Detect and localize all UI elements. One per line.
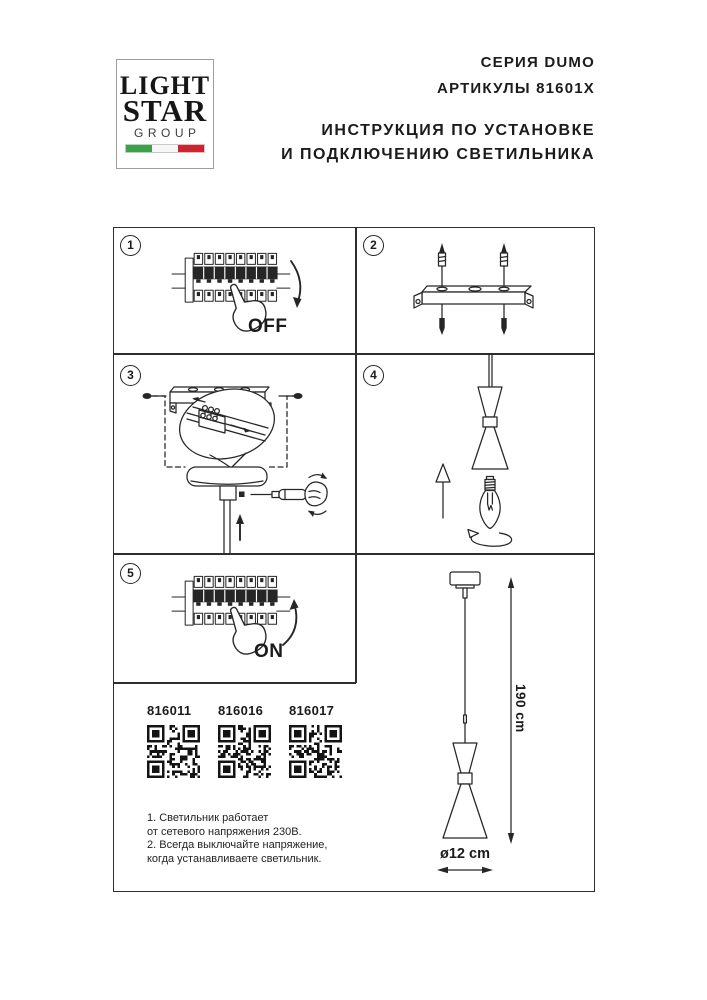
step-number-2: 2	[363, 235, 384, 256]
diameter-dimension-label: ø12 cm	[440, 846, 490, 862]
step3-diagram	[113, 353, 355, 553]
up-arrow-icon	[436, 464, 450, 518]
step1-diagram	[113, 227, 355, 353]
qr-code	[218, 725, 271, 778]
step-number-4: 4	[363, 365, 384, 386]
side-screw	[279, 393, 303, 399]
rotate-arrow-icon	[468, 530, 512, 547]
title-line-1: ИНСТРУКЦИЯ ПО УСТАНОВКЕ	[321, 122, 595, 139]
qr-code	[147, 725, 200, 778]
note-line: от сетевого напряжения 230В.	[147, 825, 302, 838]
step-number-5: 5	[120, 563, 141, 584]
qr-article-number: 816016	[218, 703, 264, 718]
circuit-breaker-panel	[172, 576, 290, 625]
rod-connector	[220, 486, 236, 500]
lightstar-logo	[116, 59, 214, 169]
step-number-1: 1	[120, 235, 141, 256]
flag-white	[152, 145, 178, 152]
step-number-3: 3	[120, 365, 141, 386]
logo-text-group: GROUP	[133, 126, 201, 140]
qr-block	[218, 703, 274, 778]
rod-joint	[464, 715, 467, 723]
note-line: когда устанавливаете светильник.	[147, 852, 322, 865]
note-line: 2. Всегда выключайте напряжение,	[147, 839, 328, 852]
qr-article-number: 816017	[289, 703, 335, 718]
step5-diagram	[113, 553, 355, 682]
series-header	[437, 50, 595, 102]
article-numbers: АРТИКУЛЫ 81601X	[437, 80, 595, 97]
series-name: СЕРИЯ DUMO	[480, 54, 595, 71]
lamp-shade	[443, 743, 487, 838]
qr-block	[289, 703, 345, 778]
logo-text-light: LIGHT	[119, 71, 211, 100]
diameter-dimension-arrow	[437, 867, 493, 873]
set-screw	[239, 492, 245, 498]
page-title	[281, 119, 595, 167]
step4-diagram	[355, 353, 595, 553]
title-line-2: И ПОДКЛЮЧЕНИЮ СВЕТИЛЬНИКА	[281, 146, 595, 163]
article-qr-codes	[147, 703, 345, 778]
italian-flag-stripe	[125, 144, 205, 153]
turning-hand-icon	[305, 473, 327, 518]
pendant-lamp-drawing	[400, 555, 595, 892]
curved-arrow-up-icon	[283, 603, 296, 645]
step2-diagram	[355, 227, 595, 353]
flag-red	[178, 145, 204, 152]
qr-article-number: 816011	[147, 703, 192, 718]
ceiling-canopy	[187, 467, 267, 486]
note-line: 1. Светильник работает	[147, 812, 269, 824]
off-label: OFF	[248, 316, 288, 337]
circuit-breaker-panel	[172, 253, 290, 302]
on-label: ON	[254, 641, 284, 662]
grid-line	[113, 682, 356, 684]
light-bulb-icon	[480, 477, 500, 529]
alignment-guide	[269, 396, 297, 467]
curved-arrow-down-icon	[291, 261, 300, 304]
qr-block	[147, 703, 203, 778]
up-arrow-icon	[236, 514, 244, 540]
height-dimension-label: 190 cm	[513, 684, 528, 733]
mounting-bracket	[414, 286, 533, 308]
safety-notes	[147, 812, 327, 866]
ceiling-canopy	[450, 572, 480, 598]
screwdriver-icon	[251, 490, 306, 500]
pendant-shade	[472, 353, 508, 469]
logo-text-star: STAR	[122, 93, 208, 128]
flag-green	[126, 145, 152, 152]
qr-code	[289, 725, 342, 778]
